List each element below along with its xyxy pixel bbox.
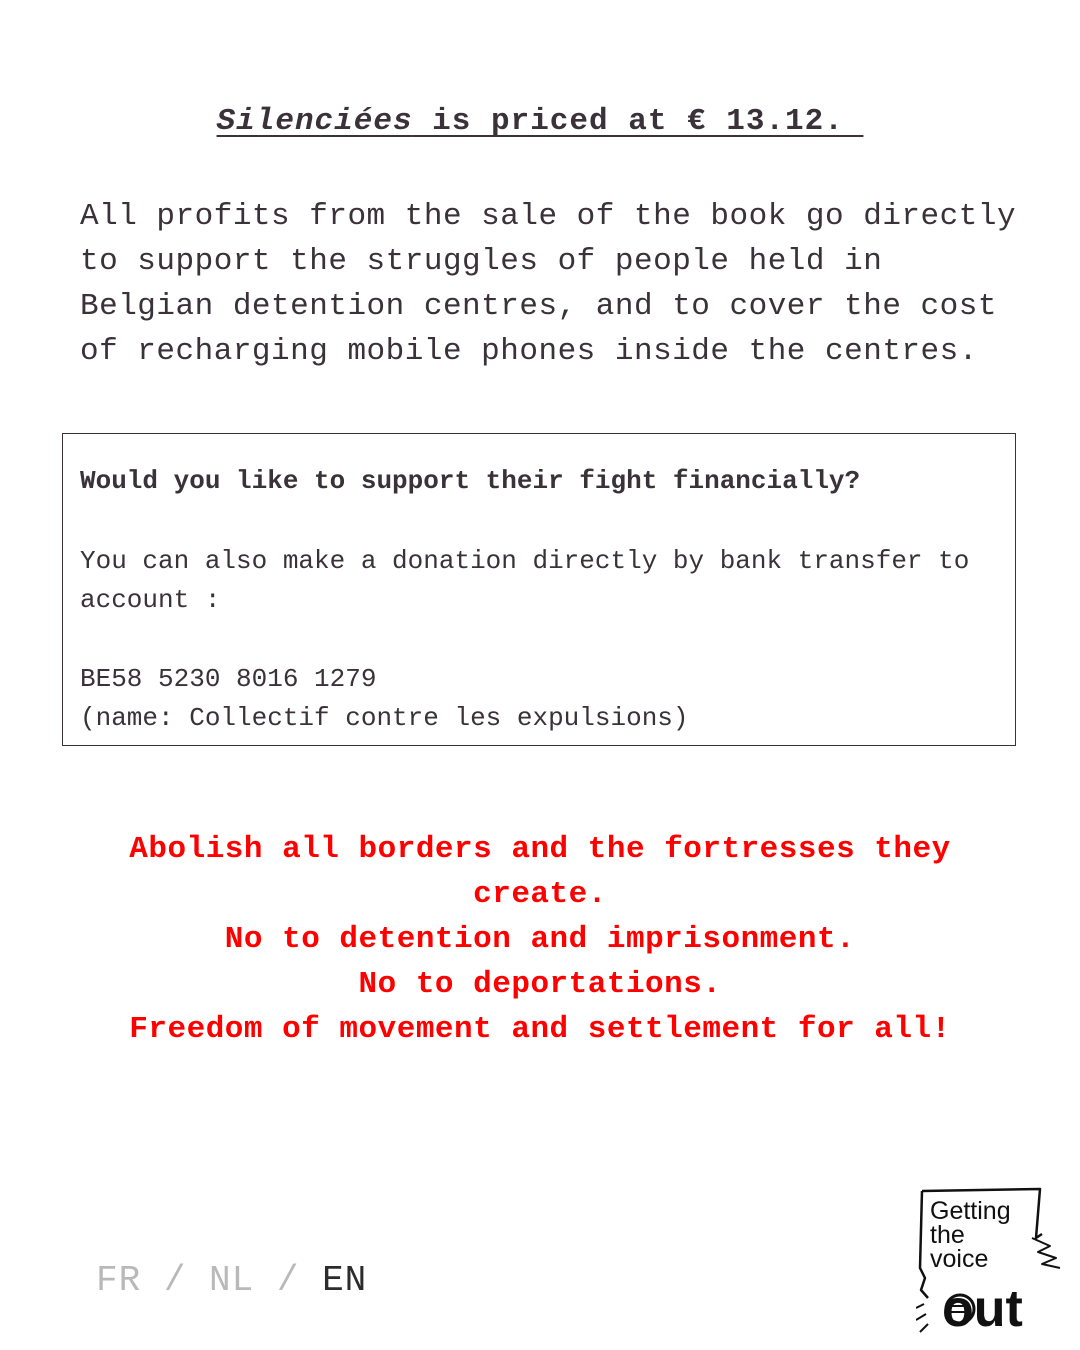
lang-separator: /: [254, 1260, 323, 1301]
price-statement: [0, 104, 1080, 139]
logo-text-line: Getting: [930, 1197, 1011, 1225]
logo-text-line: voice: [930, 1245, 989, 1273]
support-title: Would you like to support their fight financially?: [80, 466, 861, 496]
slogan-line: No to deportations.: [358, 967, 722, 1002]
lang-nl-link[interactable]: NL: [209, 1260, 255, 1301]
lang-en-current[interactable]: EN: [322, 1260, 368, 1301]
book-title: Silenciées: [216, 104, 413, 139]
price-underlined: [217, 104, 864, 139]
getting-the-voice-out-logo: [916, 1186, 1066, 1336]
account-name: (name: Collectif contre les expulsions): [80, 703, 689, 733]
iban-number: BE58 5230 8016 1279: [80, 664, 377, 694]
slogan-line: No to detention and imprisonment.: [224, 922, 856, 957]
price-text: is priced at € 13.12.: [412, 104, 864, 139]
lang-separator: /: [141, 1260, 210, 1301]
slogan-line: Abolish all borders and the fortresses they create.: [129, 832, 951, 912]
language-switcher: [96, 1260, 367, 1301]
logo-text-line: the: [930, 1221, 965, 1249]
slogans: [80, 827, 1000, 1052]
support-box: [62, 433, 1016, 746]
lang-fr-link[interactable]: FR: [96, 1260, 142, 1301]
donation-text: You can also make a donation directly by bank transfer to account :: [80, 546, 970, 615]
logo-out-word: out: [942, 1280, 1023, 1336]
slogan-line: Freedom of movement and settlement for all!: [129, 1012, 951, 1047]
intro-paragraph: All profits from the sale of the book go directly to support the struggles of people held in Belgian detention centres, and to cover the cost of recharging mobile phones inside the centres.: [80, 199, 1017, 369]
